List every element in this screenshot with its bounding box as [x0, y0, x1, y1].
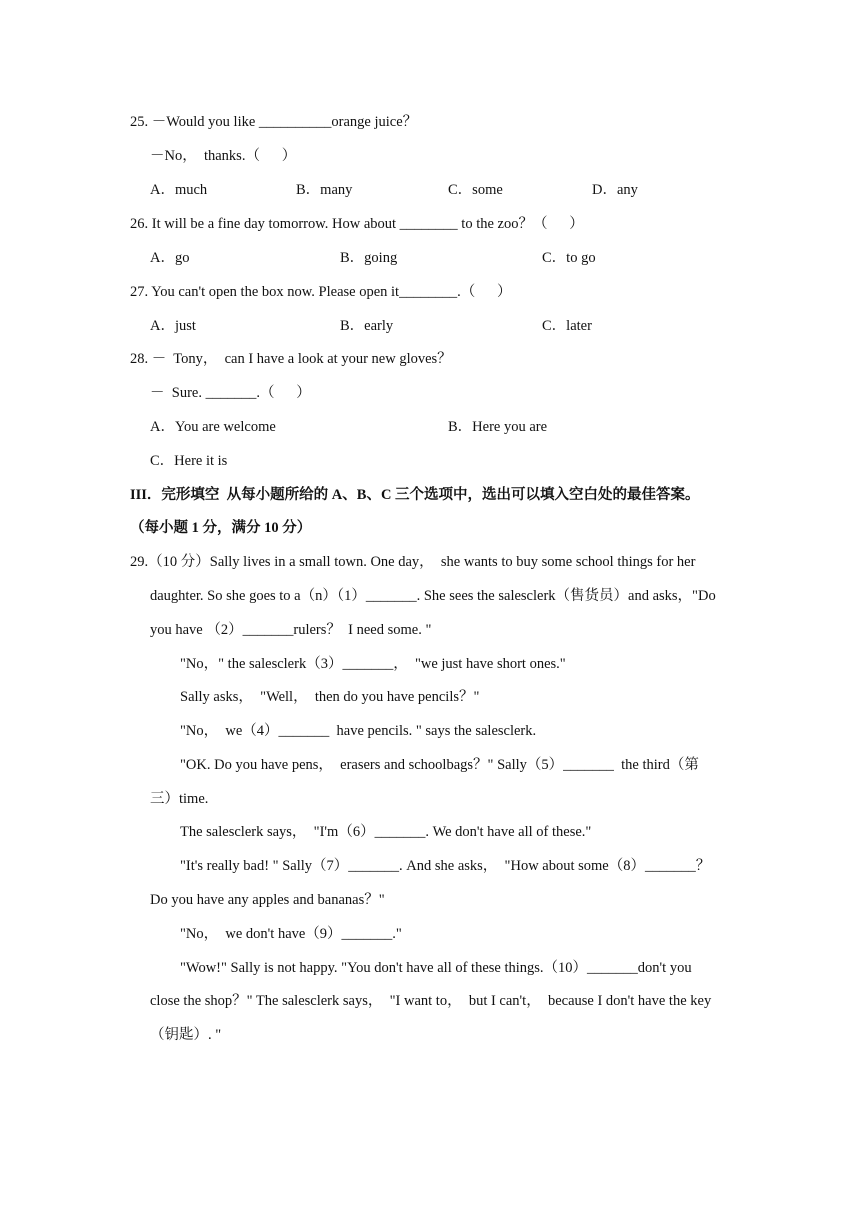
- q25-option-b: B．many: [296, 182, 353, 198]
- q27-option-a: A．just: [150, 318, 196, 334]
- q27-option-c: C．later: [542, 318, 592, 334]
- q29-line-1: 29.（10 分）Sally lives in a small town. One day， she wants to buy some school things for her: [130, 554, 696, 570]
- q27-option-b: B．early: [340, 318, 394, 334]
- section-title-line2: （每小题 1 分，满分 10 分）: [130, 520, 312, 536]
- q25-stem: 25. －Would you like __________orange juice？: [130, 114, 418, 130]
- section-title-line1: III．完形填空 从每小题所给的 A、B、C 三个选项中，选出可以填入空白处的最佳答案。: [130, 487, 700, 503]
- q29-line-2: daughter. So she goes to a（n）（1）_______. She sees the salesclerk（售货员）and asks，"Do: [150, 588, 716, 604]
- q29-line-12: "No， we don't have（9）_______.": [180, 926, 402, 942]
- q29-line-4: "No，" the salesclerk（3）_______， "we just have short ones.": [180, 656, 566, 672]
- q25-option-d: D．any: [592, 182, 638, 198]
- q29-line-10: "It's really bad! " Sally（7）_______. And she asks， "How about some（8）_______？: [180, 858, 711, 874]
- q29-line-15: （钥匙）. ": [150, 1027, 222, 1043]
- q28-option-b: B．Here you are: [448, 419, 548, 435]
- q26-option-a: A．go: [150, 250, 190, 266]
- q29-line-8: 三）time.: [150, 791, 209, 807]
- q29-line-3: you have （2）_______rulers？ I need some. ": [150, 622, 432, 638]
- q26-stem: 26. It will be a fine day tomorrow. How about ________ to the zoo？（ ）: [130, 216, 584, 232]
- q26-option-c: C．to go: [542, 250, 596, 266]
- q27-stem: 27. You can't open the box now. Please open it________.（ ）: [130, 284, 512, 300]
- q25-reply: －No， thanks.（ ）: [150, 148, 297, 164]
- q29-line-6: "No， we（4）_______ have pencils. " says the salesclerk.: [180, 723, 537, 739]
- q29-line-13: "Wow!" Sally is not happy. "You don't have all of these things.（10）_______don't you: [180, 960, 692, 976]
- q29-line-11: Do you have any apples and bananas？": [150, 892, 385, 908]
- q29-line-14: close the shop？" The salesclerk says， "I want to， but I can't， because I don't have the key: [150, 993, 712, 1009]
- q29-line-9: The salesclerk says， "I'm（6）_______. We don't have all of these.": [180, 824, 592, 840]
- q28-option-a: A．You are welcome: [150, 419, 276, 435]
- q25-option-c: C．some: [448, 182, 503, 198]
- q25-option-a: A．much: [150, 182, 208, 198]
- q28-reply: － Sure. _______.（ ）: [150, 385, 311, 401]
- q29-line-7: "OK. Do you have pens， erasers and schoolbags？" Sally（5）_______ the third（第: [180, 757, 699, 773]
- q29-line-5: Sally asks， "Well， then do you have pencils？": [180, 689, 480, 705]
- q26-option-b: B．going: [340, 250, 398, 266]
- q28-stem: 28. － Tony， can I have a look at your new gloves？: [130, 351, 452, 367]
- q28-option-c: C．Here it is: [150, 453, 228, 469]
